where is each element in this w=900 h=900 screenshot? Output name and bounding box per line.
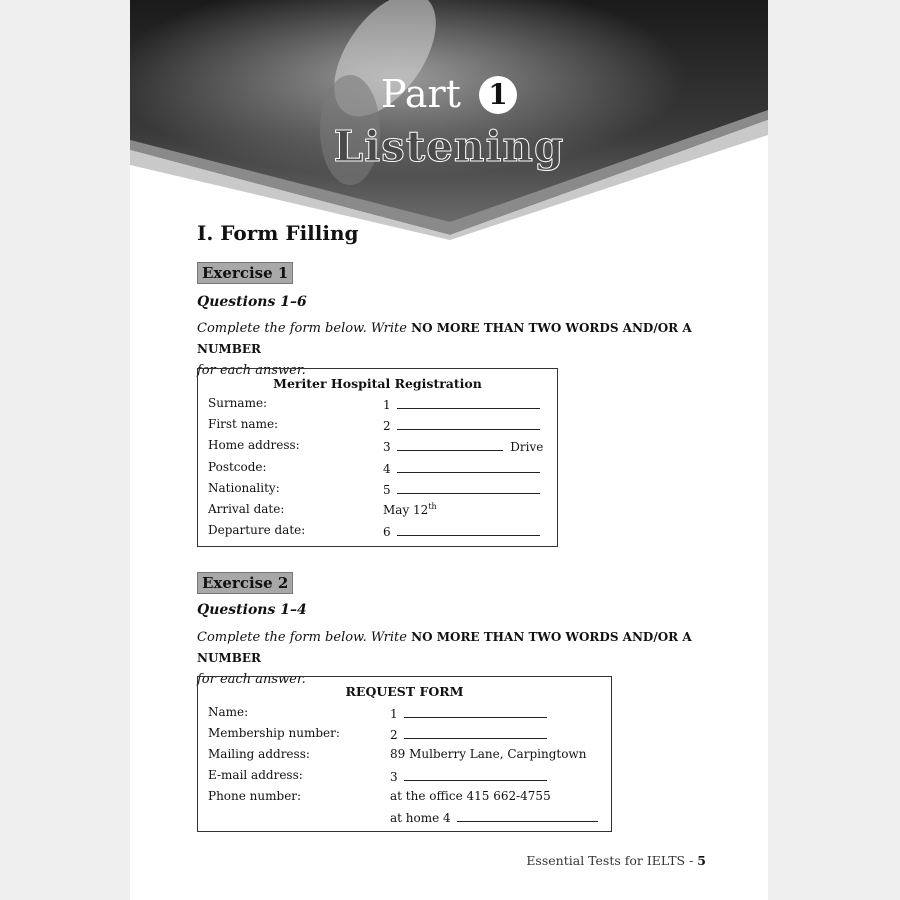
- request-form: [197, 676, 612, 832]
- form-row: First name: 2: [208, 417, 547, 437]
- exercise-1-badge: Exercise 1: [197, 262, 293, 284]
- form-title: REQUEST FORM: [345, 684, 464, 699]
- page-footer: Essential Tests for IELTS - 5: [526, 853, 706, 868]
- answer-blank[interactable]: [404, 768, 547, 781]
- part-heading: [130, 72, 768, 116]
- form-row: Home address: 3 Drive: [208, 438, 544, 454]
- form-row: at home 4: [208, 809, 601, 829]
- form-row: Postcode: 4: [208, 460, 547, 480]
- hospital-registration-form: [197, 368, 558, 547]
- exercise-2-questions: Questions 1–4: [197, 602, 307, 618]
- form-title: Meriter Hospital Registration: [273, 376, 482, 391]
- form-row: E-mail address: 3: [208, 768, 601, 788]
- part-word: Part: [380, 72, 461, 116]
- section-title: I. Form Filling: [197, 221, 359, 245]
- exercise-1-instructions: Complete the form below. Write NO MORE THAN TWO WORDS AND/OR A NUMBER for each answer.: [197, 321, 692, 378]
- part-number-badge: 1: [479, 76, 517, 114]
- answer-blank[interactable]: [397, 523, 540, 536]
- page-number: 5: [697, 853, 706, 868]
- form-row: Phone number: at the office 415 662-4755: [208, 789, 551, 803]
- answer-blank[interactable]: [397, 481, 540, 494]
- answer-blank[interactable]: [404, 705, 547, 718]
- exercise-1-questions: Questions 1–6: [197, 294, 307, 310]
- answer-blank[interactable]: [397, 460, 540, 473]
- answer-blank[interactable]: [397, 396, 540, 409]
- answer-blank[interactable]: [397, 417, 540, 430]
- form-row: Surname: 1: [208, 396, 547, 416]
- form-row: Mailing address: 89 Mulberry Lane, Carpingtown: [208, 747, 587, 761]
- book-page: [130, 0, 768, 900]
- exercise-2-instructions: Complete the form below. Write NO MORE THAN TWO WORDS AND/OR A NUMBER for each answer.: [197, 630, 692, 687]
- answer-blank[interactable]: [404, 726, 547, 739]
- form-row: Departure date: 6: [208, 523, 547, 543]
- answer-blank[interactable]: [397, 438, 503, 451]
- header-banner: [130, 0, 768, 240]
- form-row: Nationality: 5: [208, 481, 547, 501]
- exercise-2-badge: Exercise 2: [197, 572, 293, 594]
- form-row: Membership number: 2: [208, 726, 601, 746]
- section-heading-listening: Listening: [333, 122, 565, 171]
- form-row: Arrival date: May 12th: [208, 502, 437, 517]
- answer-blank[interactable]: [457, 809, 598, 822]
- form-row: Name: 1: [208, 705, 601, 725]
